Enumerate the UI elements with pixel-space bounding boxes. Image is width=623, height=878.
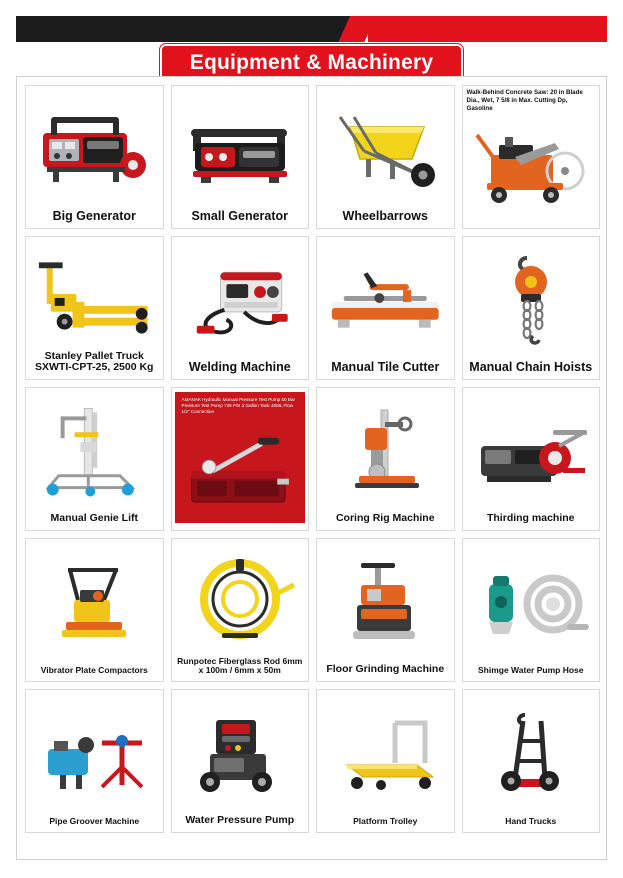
product-caption: Hand Trucks <box>505 816 557 827</box>
product-image-small-generator <box>175 90 306 207</box>
product-row <box>25 689 600 833</box>
product-image-water-pump-hose <box>466 543 597 664</box>
product-image-water-pressure-pump <box>175 694 306 813</box>
product-caption: Big Generator <box>52 209 136 223</box>
product-image-hand-trucks <box>466 694 597 815</box>
product-image-wheelbarrows <box>320 90 451 207</box>
product-card-fiberglass-rod[interactable] <box>171 538 310 682</box>
header-bar <box>16 16 607 42</box>
product-caption: Shimge Water Pump Hose <box>478 665 584 676</box>
product-row <box>25 538 600 682</box>
header-bar-black-segment <box>16 16 356 42</box>
product-card-tile-cutter[interactable] <box>316 236 455 380</box>
product-card-welding-machine[interactable] <box>171 236 310 380</box>
product-image-threading-machine <box>466 392 597 511</box>
product-image-plate-compactor <box>29 543 160 664</box>
product-row <box>25 236 600 380</box>
product-caption: Wheelbarrows <box>342 209 428 223</box>
product-caption: Manual Chain Hoists <box>469 360 593 374</box>
product-image-genie-lift <box>29 392 160 511</box>
product-image-pallet-truck <box>29 241 160 349</box>
product-row <box>25 387 600 531</box>
product-caption: Runpotec Fiberglass Rod 6mm x 100m / 6mm x 50m <box>177 655 303 676</box>
product-grid <box>25 85 600 833</box>
product-caption: Water Pressure Pump <box>185 814 295 827</box>
product-card-plate-compactor[interactable] <box>25 538 164 682</box>
product-caption: Manual Tile Cutter <box>331 360 440 374</box>
product-card-concrete-saw[interactable] <box>462 85 601 229</box>
product-note: AMANAK Hydraulic Manual Pressure Test Pump 50 Bar Pressure Test Pump 726 PSI 3 Gallon Tank 45ML Flow 1/2" Connection <box>181 397 296 414</box>
product-card-pallet-truck[interactable] <box>25 236 164 380</box>
product-image-welding-machine <box>175 241 306 358</box>
product-image-pipe-groover <box>29 694 160 815</box>
product-image-big-generator <box>29 90 160 207</box>
product-card-small-generator[interactable] <box>171 85 310 229</box>
product-image-platform-trolley <box>320 694 451 815</box>
product-image-chain-hoists <box>466 241 597 358</box>
product-caption: Manual Genie Lift <box>50 512 138 525</box>
product-image-pressure-test-pump <box>175 392 306 523</box>
product-card-pressure-test-pump[interactable] <box>171 387 310 531</box>
product-card-water-pump-hose[interactable] <box>462 538 601 682</box>
product-card-genie-lift[interactable] <box>25 387 164 531</box>
product-card-threading-machine[interactable] <box>462 387 601 531</box>
page-title: Equipment & Machinery <box>160 44 463 84</box>
product-caption: Pipe Groover Machine <box>49 816 140 827</box>
product-card-platform-trolley[interactable] <box>316 689 455 833</box>
catalog-frame <box>16 76 607 860</box>
product-card-big-generator[interactable] <box>25 85 164 229</box>
product-caption: Small Generator <box>191 209 289 223</box>
product-caption: Stanley Pallet Truck SXWTI-CPT-25, 2500 Kg <box>35 349 154 374</box>
product-caption <box>466 221 597 224</box>
product-caption: Floor Grinding Machine <box>326 663 445 676</box>
product-image-fiberglass-rod <box>175 543 306 655</box>
product-caption: Platform Trolley <box>353 816 418 827</box>
product-card-floor-grinder[interactable] <box>316 538 455 682</box>
product-caption: Welding Machine <box>188 360 291 374</box>
product-image-coring-rig <box>320 392 451 511</box>
product-caption: Vibrator Plate Compactors <box>40 665 148 676</box>
product-caption: Coring Rig Machine <box>335 512 435 525</box>
product-caption: Thirding machine <box>486 512 575 525</box>
product-caption <box>175 523 306 526</box>
product-card-water-pressure-pump[interactable] <box>171 689 310 833</box>
product-card-chain-hoists[interactable] <box>462 236 601 380</box>
product-card-pipe-groover[interactable] <box>25 689 164 833</box>
header-bar-red-segment <box>368 16 607 42</box>
product-image-tile-cutter <box>320 241 451 358</box>
product-row <box>25 85 600 229</box>
product-image-floor-grinder <box>320 543 451 662</box>
product-card-hand-trucks[interactable] <box>462 689 601 833</box>
product-card-wheelbarrows[interactable] <box>316 85 455 229</box>
product-note: Walk-Behind Concrete Saw: 20 in Blade Dia., Wet, 7 5/8 in Max. Cutting Dp, Gasoline <box>466 89 583 112</box>
product-card-coring-rig[interactable] <box>316 387 455 531</box>
